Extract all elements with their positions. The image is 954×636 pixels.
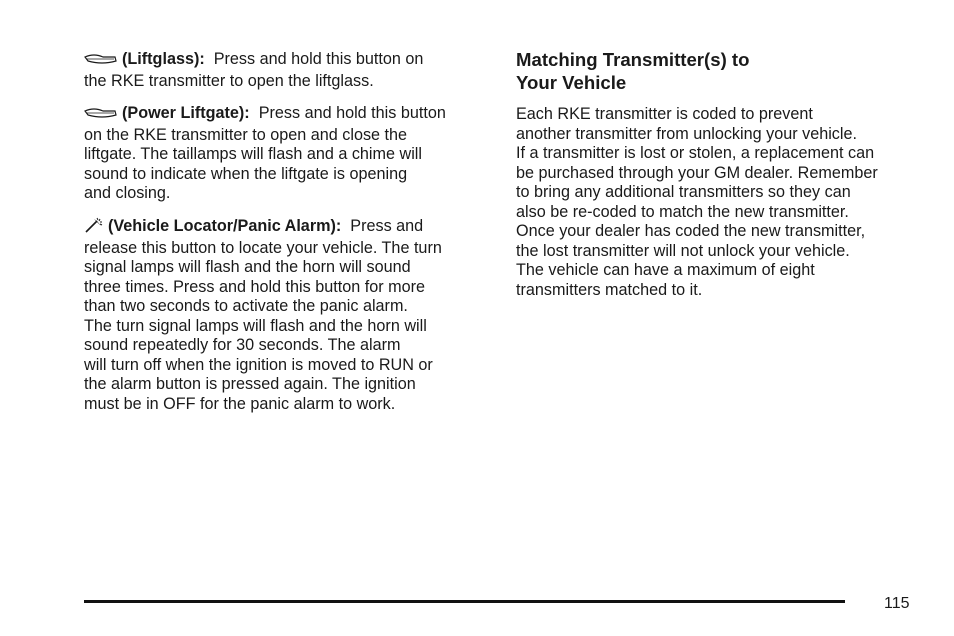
paragraph-line: will turn off when the ignition is moved to RUN or	[84, 355, 433, 374]
paragraph-line: the alarm button is pressed again. The ignition	[84, 375, 416, 393]
paragraph-line: Once your dealer has coded the new transmitter,	[516, 222, 866, 240]
paragraph-line: signal lamps will flash and the horn will sound	[84, 258, 411, 276]
paragraph-line: be purchased through your GM dealer. Remember	[516, 163, 878, 182]
paragraph-line: the RKE transmitter to open the liftglass.	[84, 71, 374, 90]
heading-line: Your Vehicle	[516, 72, 627, 93]
paragraph-line: also be re-coded to match the new transmitter.	[516, 202, 849, 221]
paragraph-line	[84, 50, 486, 72]
paragraph-line	[84, 104, 486, 126]
paragraph-line: Each RKE transmitter is coded to prevent	[516, 105, 813, 123]
paragraph-line: transmitters matched to it.	[516, 280, 703, 299]
panic-alarm-label: (Vehicle Locator/Panic Alarm):	[108, 217, 342, 235]
footer-rule	[84, 600, 845, 603]
line-text: Press and hold this button on	[213, 50, 424, 68]
paragraph-line: The vehicle can have a maximum of eight	[516, 261, 815, 279]
paragraph-line: If a transmitter is lost or stolen, a replacement can	[516, 144, 875, 162]
paragraph-line: sound repeatedly for 30 seconds. The alarm	[84, 336, 401, 354]
vehicle-locator-horn-icon	[84, 217, 104, 239]
line-text: Press and	[350, 217, 424, 235]
panic-alarm-paragraph	[84, 217, 486, 414]
line-text: Press and hold this button	[258, 104, 446, 122]
liftglass-icon	[84, 52, 118, 72]
paragraph-line: must be in OFF for the panic alarm to work.	[84, 394, 396, 413]
paragraph-line: The turn signal lamps will flash and the horn will	[84, 316, 427, 335]
page-number: 115	[884, 595, 910, 612]
paragraph-line: three times. Press and hold this button for more	[84, 277, 426, 296]
power-liftgate-icon	[84, 106, 118, 126]
paragraph-line	[84, 217, 486, 239]
power-liftgate-label: (Power Liftgate):	[122, 104, 250, 122]
paragraph-line: liftgate. The taillamps will flash and a chime will	[84, 145, 422, 163]
paragraph-line: than two seconds to activate the panic alarm.	[84, 297, 408, 315]
paragraph-line: release this button to locate your vehicle. The turn	[84, 238, 442, 257]
section-heading	[516, 48, 749, 94]
paragraph-line: another transmitter from unlocking your vehicle.	[516, 124, 857, 143]
liftglass-label: (Liftglass):	[122, 50, 205, 68]
paragraph-line: to bring any additional transmitters so they can	[516, 183, 851, 201]
paragraph-line: sound to indicate when the liftgate is opening	[84, 164, 408, 183]
paragraph-line: and closing.	[84, 184, 171, 202]
liftglass-paragraph	[84, 50, 486, 91]
heading-line: Matching Transmitter(s) to	[516, 49, 750, 70]
matching-transmitters-paragraph	[516, 105, 918, 300]
power-liftgate-paragraph	[84, 104, 486, 204]
paragraph-line: on the RKE transmitter to open and close the	[84, 125, 408, 144]
paragraph-line: the lost transmitter will not unlock your vehicle.	[516, 241, 850, 260]
